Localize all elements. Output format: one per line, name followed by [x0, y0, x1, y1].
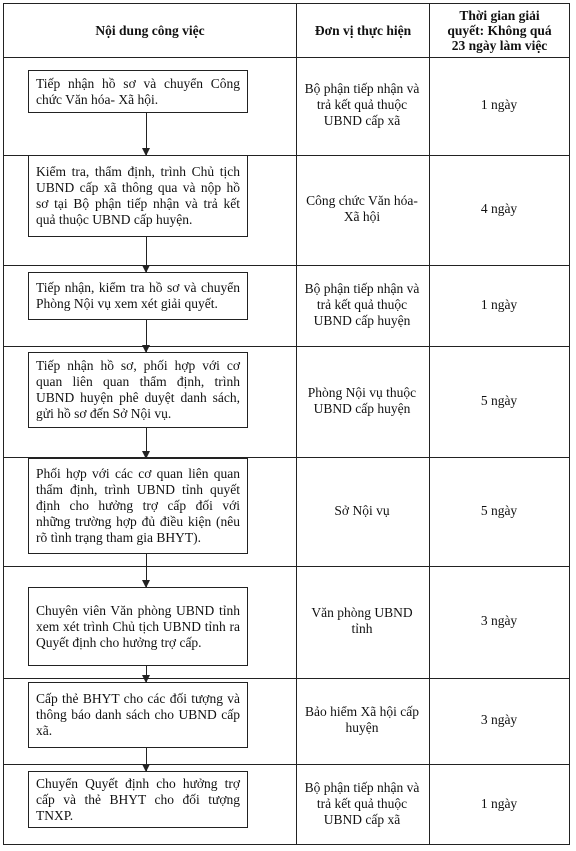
flow-arrow [146, 554, 147, 587]
step-content: Tiếp nhận hồ sơ, phối hợp với cơ quan liên quan thẩm định, trình UBND huyện phê duyệt danh sách, gửi hồ sơ đến Sở Nội vụ. [36, 358, 240, 421]
step-unit: Văn phòng UBND tỉnh [311, 605, 413, 636]
step-content: Chuyển Quyết định cho hưởng trợ cấp và thẻ BHYT cho đối tượng TNXP. [36, 775, 240, 823]
header-unit: Đơn vị thực hiện [314, 23, 412, 38]
step-content: Tiếp nhận hồ sơ và chuyển Công chức Văn hóa- Xã hội. [36, 75, 240, 107]
flow-arrow [146, 320, 147, 352]
step-unit: Bộ phận tiếp nhận và trả kết quả thuộc UBND cấp xã [304, 81, 420, 128]
step-time: 1 ngày [480, 796, 518, 811]
step-unit: Công chức Văn hóa- Xã hội [306, 193, 418, 224]
flow-arrow [146, 428, 147, 458]
flow-arrow [146, 237, 147, 272]
step-time: 3 ngày [480, 712, 518, 727]
step-box [28, 155, 248, 237]
header-time [430, 4, 569, 57]
step-box [28, 587, 248, 666]
step-content: Chuyên viên Văn phòng UBND tỉnh xem xét trình Chủ tịch UBND tỉnh ra Quyết định cho hưởng trợ cấp. [36, 602, 240, 650]
step-unit: Bộ phận tiếp nhận và trả kết quả thuộc UBND cấp huyện [304, 280, 420, 328]
step-time: 5 ngày [480, 502, 518, 518]
step-time: 3 ngày [480, 613, 518, 628]
step-unit: Bảo hiểm Xã hội cấp huyện [305, 704, 419, 735]
header-time-line3: 23 ngày làm việc [451, 38, 548, 53]
step-unit: Phòng Nội vụ thuộc UBND cấp huyện [307, 384, 417, 416]
step-time: 1 ngày [480, 97, 518, 112]
flow-arrow [146, 113, 147, 155]
step-content: Cấp thẻ BHYT cho các đối tượng và thông báo danh sách cho UBND cấp xã. [36, 691, 240, 738]
step-box [28, 458, 248, 554]
header-time-line2: quyết: Không quá [447, 23, 552, 38]
step-time: 1 ngày [480, 296, 518, 312]
step-content: Phối hợp với các cơ quan liên quan thẩm định, trình UBND tỉnh quyết định cho hưởng trợ cấp đối với những trường hợp đủ điều kiện (nêu rõ tình trạng tham gia BHYT). [36, 466, 240, 545]
step-time: 4 ngày [480, 201, 518, 216]
step-unit: Sở Nội vụ [334, 502, 390, 518]
step-box [28, 352, 248, 428]
step-content: Kiểm tra, thẩm định, trình Chủ tịch UBND cấp xã thông qua và nộp hồ sơ tại Bộ phận tiếp nhận và trả kết quả thuộc UBND cấp huyện. [36, 164, 240, 227]
step-time: 5 ngày [480, 392, 518, 408]
flow-arrow [146, 666, 147, 682]
step-box [28, 70, 248, 113]
step-unit: Bộ phận tiếp nhận và trả kết quả thuộc UBND cấp xã [304, 780, 420, 827]
column-divider [296, 4, 297, 844]
header-time-line1: Thời gian giải [459, 8, 540, 23]
step-box [28, 682, 248, 748]
flow-arrow [146, 748, 147, 771]
step-content: Tiếp nhận, kiểm tra hồ sơ và chuyển Phòng Nội vụ xem xét giải quyết. [36, 280, 240, 311]
header-content: Nội dung công việc [95, 23, 205, 38]
step-box [28, 771, 248, 828]
step-box [28, 272, 248, 320]
